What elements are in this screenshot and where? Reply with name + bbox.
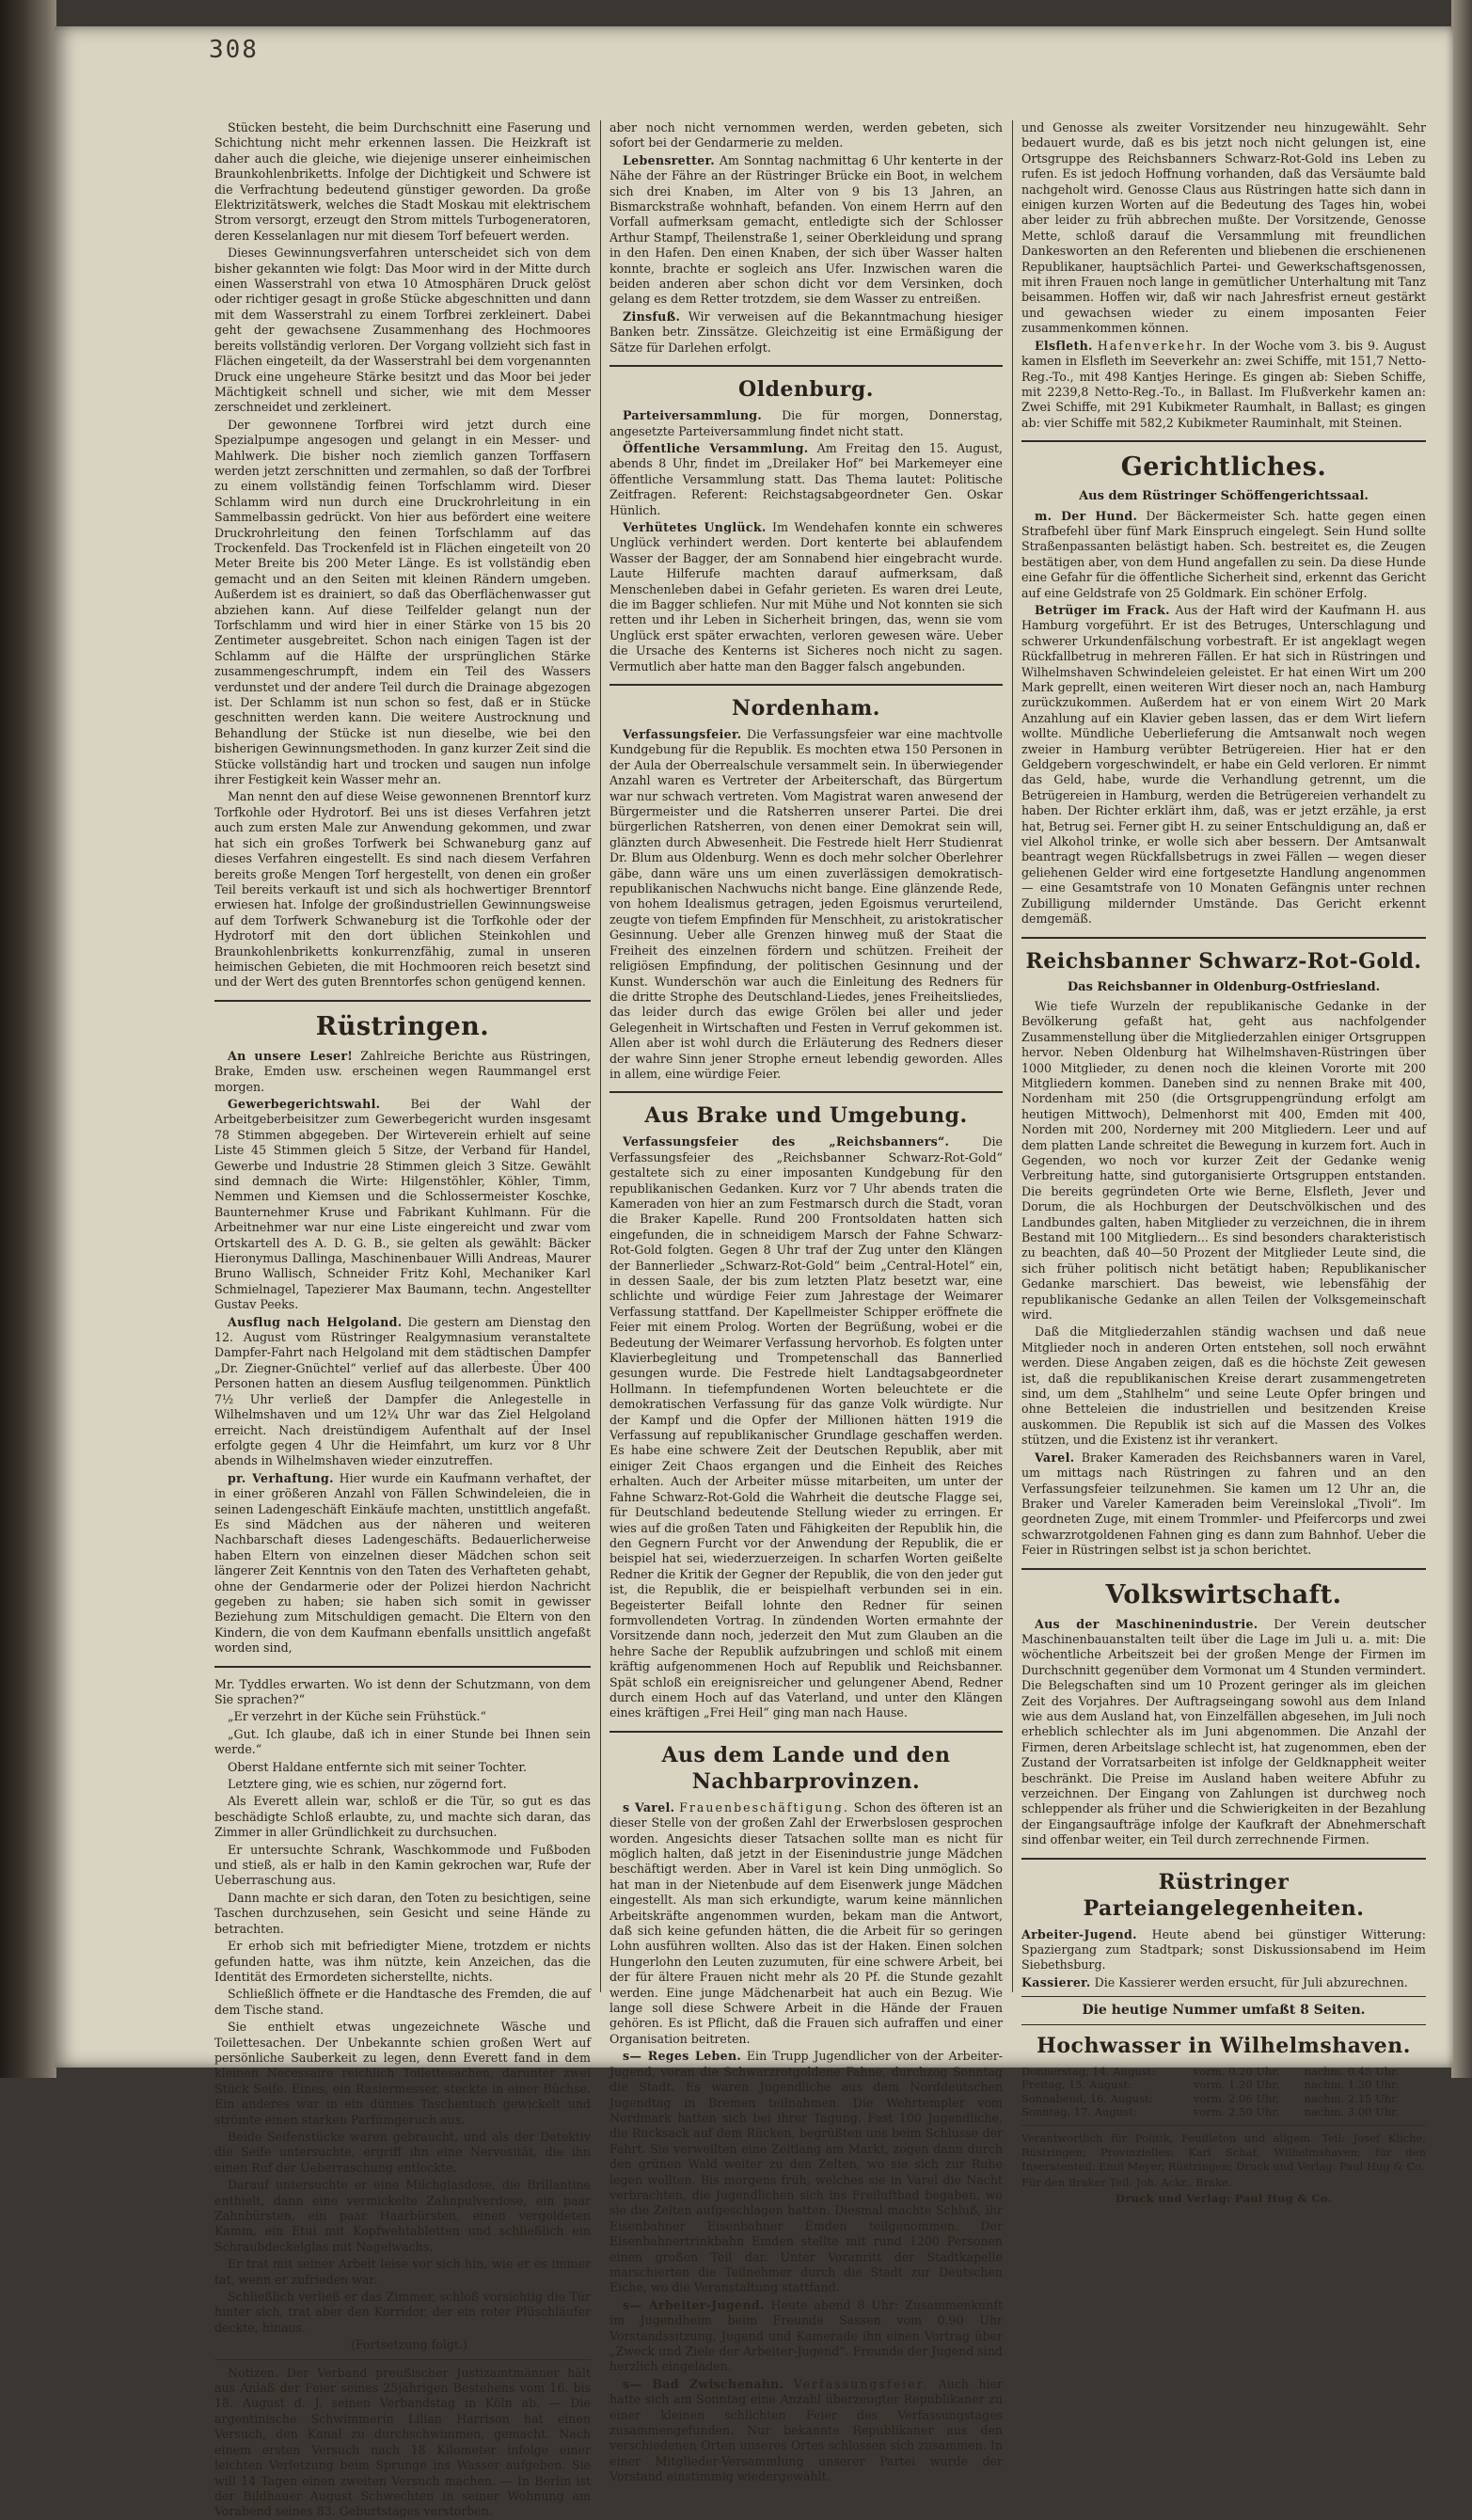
column-3: [1021, 120, 1426, 2205]
item-text: Die Verfassungsfeier des „Reichsbanner Schwarz-Rot-Gold“ gestaltete sich zu einer imposanten Kundgebung für den republikanischen Gedanken. Kurz vor 7 Uhr abends traten die Kameraden von hier an zum Festmarsch durch die Stadt, voran die Braker Kapelle. Rund 200 Frontsoldaten hatten sich eingefunden, die in schneidigem Marsch der Fahne Schwarz-Rot-Gold folgten. Gegen 8 Uhr traf der Zug unter den Klängen der Bannerlieder „Schwarz-Rot-Gold“ beim „Central-Hotel“ ein, in dessen Saale, der bis zum letzten Platz besetzt war, eine schlichte und würdige Feier zum Jahrestage der Weimarer Verfassung stattfand. Der Kapellmeister Schipper eröffnete die Feier mit einem Prolog. Worten der Begrüßung, wobei er die Bedeutung der Weimarer Verfassung hervorhob. Es folgten unter Klavierbegleitung und Trompetenschall das Bannerlied gesungen wurde. Die Festrede hielt Landtagsabgeordneter Hollmann. In tiefempfundenen Worten beleuchtete er die demokratischen Verfassung für das ganze Volk würdigte. Nur der Kampf und die Opfer der Millionen hätten 1919 die Verfassung auf republikanischer Grundlage geschaffen werden. Es habe eine schwere Zeit der Deutschen Republik, aber mit einiger Zeit Chaos ergangen und die Einheit des Reiches erhalten. Auch der Arbeiter müsse mitarbeiten, um unter der Fahne Schwarz-Rot-Gold die Wahrheit die deutsche Flagge sei, für Deutschland bedeutende Stellung wieder zu erringen. Er wies auf die großen Taten und Fähigkeiten der Republik hin, die den Gegnern Furcht vor der Anwendung der Republik, die er beispiel hat sei, wiederzuerzeigen. In scharfen Worten geißelte Redner die Kritik der Gegner der Republik, die von den jeder gut ist, die Republik, die er beispielhaft verbunden sei in ein. Begeisterter Beifall lohnte den Redner für seinen formvollendeten Vortrag. In zündenden Worten ermahnte der Vorsitzende dann noch, jederzeit den Mut zum Glauben an die hehre Sache der Republik aufzubringen und schloß mit einem kräftig aufgenommenen Hoch auf Republik und Reichsbanner. Spät schloß ein ereignisreicher und gelungener Abend, Redner durch einem Hoch auf das Vaterland, und unter den Klängen eines kräftigen „Frei Heil“ ging man nach Hause.: [609, 1134, 1003, 1720]
divider: [1021, 440, 1426, 442]
column-1: [214, 120, 591, 2519]
tide-row: [1021, 2065, 1426, 2079]
imprint: [1021, 2132, 1426, 2206]
continuation-note: (Fortsetzung folgt.): [351, 2338, 467, 2353]
item-text: Der Verein deutscher Maschinenbauanstalten teilt über die Lage im Juli u. a. mit: Die wöchentliche Arbeitszeit bei der großen Menge der Firmen im Durchschnitt gegenüber dem Vormonat um 4 Stunden vermindert. Die Belegschaften sind um 10 Prozent geringer als im gleichen Zeit des Vorjahres. Der Auftragseingang sowohl aus dem Inland wie aus dem Ausland hat, von Einzelfällen abgesehen, im Juli noch erheblich schlechter als im Juni abgenommen. Die Anzahl der Firmen, deren Arbeitslage schlecht ist, hat zugenommen, eben der Zustand der Vorratsarbeiten ist infolge der Geldknappheit weiter beschränkt. Die Preise im Ausland haben weitere Abfuhr zu verzeichnen. Der Eingang von Zahlungen ist durchweg noch schleppender als früher und die Schwierigkeiten in der Bezahlung der Eingangsaufträge infolge der Kaufkraft der Abnehmerschaft sind offenbar weiter, ein Teil durch zerrechnende Firmen.: [1021, 1616, 1426, 1847]
page-number: 308: [209, 36, 259, 64]
divider: [214, 2359, 591, 2360]
section-heading-oldenburg: Oldenburg.: [738, 377, 874, 403]
story-text: Beide Seifenstücke waren gebraucht, und als der Detektiv die Seife untersuchte, ergriff ihn eine Nervosität, die ihn einen Ruf der Ueberraschung entlockte.: [214, 2129, 591, 2175]
divider: [214, 1666, 591, 1668]
item-text: Im Wendehafen konnte ein schweres Unglück verhindert werden. Dort kenterte bei ablaufendem Wasser der Bagger, der am Sonnabend hier eingebracht wurde. Laute Hilferufe machten darauf aufmerksam, daß Menschenleben dabei in Gefahr gerieten. Es waren drei Leute, die im Bagger schliefen. Nur mit Mühe und Not konnten sie sich retten und ihr Leben in Sicherheit bringen, das, wenn sie vom Unglück erst später erwachten, verloren gewesen wäre. Ueber die Ursache des Kenterns ist Sicheres noch nicht zu sagen. Vermutlich aber hatte man den Bagger falsch angebunden.: [609, 519, 1004, 674]
item-lead: Zinsfuß.: [623, 309, 681, 324]
tide-row: [1021, 2105, 1426, 2119]
item-lead: An unsere Leser!: [228, 1048, 354, 1063]
item-lead: Varel.: [1035, 1450, 1075, 1465]
tide-vorm: vorm. 0.20 Uhr,: [1193, 2064, 1280, 2078]
item-lead: Verfassungsfeier des „Reichsbanners“.: [623, 1134, 950, 1149]
item-lead: Verfassungsfeier.: [623, 727, 742, 741]
divider: [1021, 1996, 1426, 1997]
divider: [1021, 937, 1426, 939]
paragraph: Wie tiefe Wurzeln der republikanische Gedanke in der Bevölkerung gefaßt hat, geht aus nachfolgender Zusammenstellung über die Mitgliederzahlen einiger Ortsgruppen hervor. Neben Oldenburg hat Wilhelmshaven-Rüstringen über 1000 Mitglieder, zu denen noch die kleinen Vororte mit 200 Mitgliedern kommen. Daneben sind zu nennen Brake mit 400, Nordenham mit 250 (die Ortsgruppengründung erfolgt am heutigen Mittwoch), Delmenhorst mit 400, Emden mit 400, Norden mit 200, Norderney mit 200 Mitgliedern. Leer und auf dem platten Lande schreitet die Bewegung in kurzem fort. Auch in Gegenden, wo noch vor kurzer Zeit der Gedanke wenig Verbreitung hatte, sind gutorganisierte Ortsgruppen entstanden. Die bereits gegründeten Orte wie Berne, Elsfleth, Jever und Dorum, die als Hochburgen der Deutschvölkischen und des Landbundes galten, haben Mitglieder zu verzeichnen, die in ihrem Bestand mit 100 Mitgliedern... Es sind besonders charakteristisch zu beachten, daß 40—50 Prozent der Mitglieder Leute sind, die sich früher politisch nicht betätigt haben; Republikanischer Gedanke marschiert. Das beweist, wie lebensfähig der republikanische Gedanke an allen Teilen der Volksgemeinschaft wird.: [1021, 998, 1426, 1323]
item-lead: Parteiversammlung.: [623, 408, 763, 423]
story-text: Schließlich verließ er das Zimmer, schloß vorsichtig die Tür hinter sich, trat aber den Korridor, der ein roter Plüschläufer deckte, hinaus.: [214, 2290, 591, 2335]
item-text: Braker Kameraden des Reichsbanners waren in Varel, um mittags nach Rüstringen zu fahren und an den Verfassungsfeier teilzunehmen. Sie kamen um 12 Uhr an, die Braker und Vareler Kameraden beim Vereinslokal „Tivoli“. Im geordneten Zuge, mit einem Trommler- und Pfeifercorps und zwei schwarzrotgoldenen Fahnen ging es dann zum Bahnhof. Ueber die Feier in Rüstringen selbst ist ja schon berichtet.: [1021, 1450, 1426, 1558]
item-text: Heute abend bei günstiger Witterung: Spaziergang zum Stadtpark; sonst Diskussionsabend im Heim Siebethsburg.: [1021, 1926, 1426, 1973]
page-edge: [1451, 0, 1472, 2078]
paragraph: Stücken besteht, die beim Durchschnitt eine Faserung und Schichtung nicht mehr erkennen lassen. Die Heizkraft ist daher auch die gleiche, wie diejenige unserer einheimischen Braunkohlenbriketts. Infolge der Dichtigkeit und Schwere ist die Verfrachtung bedeutend günstiger geworden. Da große Elektrizitätswerk, welches die Stadt Moskau mit elektrischem Strom versorgt, erzeugt den Strom mittels Turbogeneratoren, deren Kesselanlagen nur mit diesem Torf befeuert werden.: [214, 120, 591, 243]
item-text: Aus der Haft wird der Kaufmann H. aus Hamburg vorgeführt. Er ist des Betruges, Unterschlagung und schwerer Urkundenfälschung vorbestraft. Er ist angeklagt wegen Rückfallbetrug in mehreren Fällen. Er hat sich in Rüstringen und Wilhelmshaven Schwindeleien geleistet. Er hat einen Wirt um 200 Mark geprellt, einen weiteren Wirt dieser noch an, nach Hamburg zurückzukommen. Außerdem hat er von einem Wirt 20 Mark Anzahlung auf ein Klavier geben lassen, das er dem Wirt liefern wollte. Mündliche Ueberlieferung die Amtsanwalt noch wegen zweier in Hamburg verübter Betrügereien. Hier hat er den Geldgebern vorgeschwindelt, er habe ein Geld verloren. Er nimmt das Geld, habe, wurde die Verhandlung getrennt, um die Betrügereien in Hamburg, werden die Betrügereien verhandelt zu haben. Der Richter erklärt ihm, daß, was er jetzt erzähle, ja erst hat, Betrug sei. Ferner gibt H. zu seiner Entschuldigung an, daß er viel Alkohol trinke, er wolle sich aber bessern. Der Amtsanwalt beantragt wegen Rückfallsbetrugs in zwei Fällen — wegen dieser geliehenen Gelder wird eine fortgesetzte Handlung angenommen — eine Gesamtstrafe von 10 Monaten Gefängnis unter rechnen Zubilligung mildernder Umstände. Das Gericht erkennt demgemäß.: [1021, 602, 1426, 927]
item-text: Schon des öfteren ist an dieser Stelle von der großen Zahl der Erwerbslosen gesprochen worden. Angesichts dieser Tatsachen sollte man es nicht für möglich halten, daß jetzt in der Eisenindustrie junge Mädchen beschäftigt werden. Aber in Varel ist kein Ding unmöglich. So hat man in der Nietenbude auf dem Eisenwerk junge Mädchen eingestellt. Als man sich erkundigte, warum keine männlichen Arbeitskräfte angenommen wurden, bekam man die Antwort, daß sich keine gefunden hätten, die die Arbeit für so geringen Lohn ausführen wollten. Also das ist der Haken. Einen solchen Hungerlohn den Leuten zuzumuten, für eine schwere Arbeit, bei der für ältere Frauen nicht mehr als 20 Pf. die Stunde gezahlt werden. Eine junge Mädchenarbeit hat auch ein Bezug. Wie lange soll diese Schwere Arbeit in die Hände der Frauen gehören. Es ist Pflicht, daß die Frauen sich aufraffen und einer Organisation beitreten.: [609, 1799, 1003, 2046]
story-text: Dann machte er sich daran, den Toten zu besichtigen, seine Taschen durchzusehen, sein Gesicht und seine Hände zu betrachten.: [214, 1890, 591, 1936]
item-text: Wir verweisen auf die Bekanntmachung hiesiger Banken betr. Zinssätze. Gleichzeitig ist eine Ermäßigung der Sätze für Darlehen erfolgt.: [609, 309, 1003, 355]
item-subtitle: Verfassungsfeier.: [793, 2376, 929, 2391]
item-lead: s— Bad Zwischenahn.: [623, 2376, 784, 2391]
item-text: Die gestern am Dienstag den 12. August vom Rüstringer Realgymnasium veranstaltete Dampfer-Fahrt nach Helgoland mit dem städtischen Dampfer „Dr. Ziegner-Gnüchtel“ verlief auf das allerbeste. Über 400 Personen hatten an diesem Ausflug teilgenommen. Pünktlich 7½ Uhr verließ der Dampfer die Anlegestelle in Wilhelmshaven und um 12¼ Uhr war das Ziel Helgoland erreicht. Nach dreistündigem Aufenthalt auf der Insel erfolgte gegen 4 Uhr die Heimfahrt, um kurz vor 8 Uhr abends in Wilhelmshaven wieder einzutreffen.: [214, 1314, 591, 1468]
section-heading-reichsbanner: Reichsbanner Schwarz-Rot-Gold.: [1025, 948, 1422, 974]
story-text: „Er verzehrt in der Küche sein Frühstück.“: [228, 1709, 486, 1724]
notes-paragraph: Notizen. Der Verband preußischer Justizamtmänner hält aus Anlaß der Feier seines 25jährigen Bestehens vom 16. bis 18. August d. J. seinen Verbandstag in Köln ab. — Die argentinische Schwimmerin Lilian Harrison hat einen Versuch, den Kanal zu durchschwimmen, gemacht. Nach einem ersten Versuch nach 18 Kilometer infolge einer leichten Verletzung beim Sprunge ins Wasser aufgeben. Sie will 14 Tagen einen zweiten Versuch machen. — In Berlin ist der Bildhauer August Schwechten in seiner Wohnung am Vorabend seines 83. Geburtstages verstorben.: [214, 2365, 591, 2519]
divider: [609, 684, 1003, 686]
story-text: Schließlich öffnete er die Handtasche des Fremden, die auf dem Tische stand.: [214, 1987, 591, 2017]
divider: [609, 365, 1003, 367]
section-heading-hochwasser: Hochwasser in Wilhelmshaven.: [1037, 2033, 1411, 2058]
section-subheading: Das Reichsbanner in Oldenburg-Ostfriesland.: [1067, 979, 1381, 994]
tide-vorm: vorm. 2.50 Uhr,: [1193, 2105, 1280, 2119]
item-lead: s— Arbeiter-Jugend.: [623, 2297, 765, 2312]
issue-pages-note: Die heutige Nummer umfaßt 8 Seiten.: [1082, 2003, 1366, 2019]
item-lead: Betrüger im Frack.: [1035, 602, 1170, 617]
divider: [214, 1000, 591, 1002]
tide-nachm: nachm. 0.45 Uhr.: [1304, 2064, 1400, 2078]
item-lead: Aus der Maschinenindustrie.: [1035, 1616, 1258, 1631]
story-text: Als Everett allein war, schloß er die Tür, so gut es das beschädigte Schloß erlaubte, zu, und machte sich daran, das Zimmer in aller Gründlichkeit zu durchsuchen.: [214, 1794, 591, 1840]
story-text: Er untersuchte Schrank, Waschkommode und Fußboden und stieß, als er halb in den Kamin gekrochen war, Rufe der Ueberraschung aus.: [214, 1842, 591, 1888]
section-heading-volkswirtschaft: Volkswirtschaft.: [1105, 1579, 1342, 1609]
paragraph: Der gewonnene Torfbrei wird jetzt durch eine Spezialpumpe angesogen und gelangt in ein Messer- und Mahlwerk. Die bisher noch ziemlich ganzen Torffasern werden jetzt zerschnitten und zermahlen, so daß der Torfbrei zu einem vollständig feinen Torfschlamm wird. Dieser Schlamm wird nun durch eine Druckrohrleitung in ein Sammelbassin gedrückt. Von hier aus befördert eine weitere Druckrohrleitung den feinen Torfschlamm auf das Trockenfeld. Das Trockenfeld ist in Flächen eingeteilt von 20 Meter Breite bis 200 Meter Länge. Es ist vollständig eben gemacht und an den Seiten mit kleinen Rändern umgeben. Außerdem ist es drainiert, so daß das Oberflächenwasser gut abziehen kann. Auf diese Teilfelder gelangt nun der Torfschlamm und wird hier in einer Stärke von 15 bis 20 Zentimeter ausgebreitet. Schon nach einigen Tagen ist der Schlamm auf die Hälfte der ursprünglichen Stärke zusammengeschrumpft, indem ein Teil des Wassers verdunstet und der andere Teil durch die Drainage abgezogen ist. Der Schlamm ist nun schon so fest, daß er in Stücke geschnitten werden kann. Die weitere Austrocknung und Behandlung der Stücke ist nun dieselbe, wie bei den bisherigen Gewinnungsmethoden. In ganz kurzer Zeit sind die Stücke vollständig hart und trocken und saugen nun infolge ihrer Festigkeit kein Wasser mehr an.: [214, 417, 591, 787]
item-text: Hier wurde ein Kaufmann verhaftet, der in einer größeren Anzahl von Fällen Schwindeleien, die in seinen Ladengeschäft Einkäufe machten, unstittlich angefaßt. Es sind Mädchen aus der näheren und weiteren Nachbarschaft dieses Ladengeschäfts. Bedauerlicherweise haben Eltern von einzelnen dieser Mädchen schon seit längerer Zeit Kenntnis von den Taten des Verhafteten gehabt, ohne der Gendarmerie oder der Polizei hierdon Nachricht gegeben zu haben; sie haben sich somit in gewisser Beziehung zum Mitschuldigen gemacht. Die Eltern von den Kindern, die von dem Kaufmann ebenfalls unsittlich angefaßt worden sind,: [214, 1470, 591, 1656]
paragraph: Man nennt den auf diese Weise gewonnenen Brenntorf kurz Torfkohle oder Hydrotorf. Bei uns ist dieses Verfahren jetzt auch zum ersten Male zur Anwendung gekommen, und zwar hat sich ein großes Torfwerk bei Schwaneburg ganz auf dieses Verfahren eingestellt. Es sind nach diesem Verfahren bereits große Mengen Torf hergestellt, von denen ein großer Teil bereits verkauft ist und sich als hochwertiger Brenntorf erwiesen hat. Infolge der großindustriellen Gewinnungsweise auf dem Torfwerk Schwaneburg ist die Torfkohle oder der Hydrotorf mit den dort üblichen Steinkohlen und Braunkohlenbriketts konkurrenzfähig, zumal in unseren heimischen Gebieten, die mit Hochmooren reich besetzt sind und der Wert des guten Brenntorfes schon genügend kennen.: [214, 789, 591, 990]
item-lead: m. Der Hund.: [1035, 508, 1138, 523]
item-text: Der Bäckermeister Sch. hatte gegen einen Strafbefehl über fünf Mark Einspruch eingelegt. Sein Hund sollte Straßenpassanten belästigt haben. Sch. bestreitet es, die Zeugen bestätigen aber, von dem Hund angefallen zu sein. Da diese Hunde eine Gefahr für die öffentliche Sicherheit sind, erkennt das Gericht auf eine Geldstrafe von 25 Goldmark. Ein schöner Erfolg.: [1021, 508, 1426, 600]
item-text: Die Kassierer werden ersucht, für Juli abzurechnen.: [1094, 1974, 1408, 1989]
item-lead: Kassierer.: [1021, 1974, 1091, 1989]
paragraph: Dieses Gewinnungsverfahren unterscheidet sich von dem bisher gekannten wie folgt: Das Moor wird in der Mitte durch einen Wasserstrahl von etwa 10 Atmosphären Druck gelöst oder richtiger gesagt in große Stücke abgeschnitten und dann mit dem Wasserstrahl zu einem Torfbrei zerkleinert. Dabei geht der gewachsene Zusammenhang des Hochmoores bereits vollständig verloren. Der Vorgang vollzieht sich fast in Flächen eingeteilt, da der Wasserstrahl bei dem vorgenannten Druck eine ungeheure Stärke besitzt und das Moor bei jeder Mächtigkeit schnell und sicher, wie mit dem Messer zerschneidet und zerkleinert.: [214, 246, 591, 415]
section-heading-rustringen: Rüstringen.: [315, 1011, 490, 1041]
item-lead: pr. Verhaftung.: [228, 1470, 334, 1485]
item-subtitle: Hafenverkehr.: [1097, 338, 1209, 353]
tide-vorm: vorm. 1.20 Uhr,: [1193, 2078, 1280, 2092]
section-subheading: Aus dem Rüstringer Schöffengerichtssaal.: [1079, 489, 1369, 504]
divider: [609, 1091, 1003, 1093]
section-heading-gericht: Gerichtliches.: [1120, 452, 1327, 483]
column-rule: [1012, 120, 1013, 1992]
item-lead: Öffentliche Versammlung.: [623, 440, 809, 455]
story-text: Mr. Tyddles erwarten. Wo ist denn der Schutzmann, von dem Sie sprachen?“: [214, 1676, 591, 1706]
story-text: Darauf untersuchte er eine Milchglasdose, die Brillantine enthielt, dann eine vermickelte Zahnpulverdose, ein paar Zahnbürsten, ein paar Haarbürsten, einen vergoldeten Kamm, ein Etui mit Kopfwehtabletten und schließlich ein Schraubdeckelglas mit Nagelwachs.: [214, 2178, 591, 2254]
tide-table: [1021, 2065, 1426, 2119]
divider: [1021, 2125, 1426, 2126]
section-heading-nordenham: Nordenham.: [732, 696, 880, 721]
item-text: Die für morgen, Donnerstag, angesetzte Parteiversammlung findet nicht statt.: [609, 408, 1003, 438]
item-text: Am Freitag den 15. August, abends 8 Uhr, findet im „Dreilaker Hof“ bei Markemeyer eine öffentliche Versammlung statt. Das Thema lautet: Politische Zeitfragen. Referent: Reichstagsabgeordneter Gen. Oskar Hünlich.: [609, 440, 1003, 517]
tide-nachm: nachm. 3.00 Uhr.: [1304, 2105, 1400, 2119]
tide-nachm: nachm. 1.30 Uhr.: [1304, 2078, 1400, 2092]
column-2: [609, 120, 1004, 2484]
imprint-text: Verantwortlich für Politik, Feuilleton und allgem. Teil: Josef Kliche, Rüstringen; Provinzielles: Karl Schaf, Wilhelmshaven; für den Inseratenteil: Emil Meyer, Rüstringen; Druck und Verlag: Paul Hug & Co.: [1021, 2131, 1426, 2173]
tide-day: Sonnabend, 16. August:: [1021, 2091, 1153, 2105]
divider: [609, 1731, 1003, 1733]
book-binding: [0, 0, 56, 2078]
tide-row: [1021, 2078, 1426, 2092]
divider: [1021, 1568, 1426, 1570]
item-text: In der Woche vom 3. bis 9. August kamen in Elsfleth im Seeverkehr an: zwei Schiffe, mit 151,7 Netto-Reg.-To., mit 498 Kantjes Heringe. Es gingen ab: Sieben Schiffe, mit 2239,8 Netto-Reg.-To., in Ballast. Im Flußverkehr kamen an: Zwei Schiffe, mit 291 Kubikmeter Raumhalt, in Ballast; es gingen ab: vier Schiffe mit 582,2 Kubikmeter Rauminhalt, mit Steinen.: [1021, 338, 1426, 430]
imprint-text: Für den Braker Teil: Joh. Ackr., Brake.: [1021, 2175, 1232, 2189]
item-lead: Arbeiter-Jugend.: [1021, 1926, 1137, 1942]
tide-nachm: nachm. 2.15 Uhr.: [1304, 2091, 1400, 2105]
item-lead: Ausflug nach Helgoland.: [228, 1314, 403, 1329]
divider: [1021, 2024, 1426, 2025]
column-rule: [600, 120, 601, 1992]
item-text: Zahlreiche Berichte aus Rüstringen, Brake, Emden usw. erscheinen wegen Raummangel erst morgen.: [214, 1048, 591, 1094]
divider: [1021, 1858, 1426, 1860]
item-lead: s Varel.: [623, 1799, 675, 1815]
paragraph: Daß die Mitgliederzahlen ständig wachsen und daß neue Mitglieder noch in anderen Orten entstehen, soll noch erwähnt werden. Diese Angaben zeigen, daß es die höchste Zeit gewesen ist, daß die republikanischen Kreise derart zusammengetreten sind, um dem „Stahlhelm“ und seine Leute Opfer bringen und ohne Betteleien die industriellen und besitzenden Kreise auskommen. Die Republik ist sich auf die Massen des Volkes stützen, und die Existenz ist ihr verankert.: [1021, 1324, 1426, 1448]
tide-day: Sonntag, 17. August:: [1021, 2105, 1137, 2119]
item-subtitle: Frauenbeschäftigung.: [679, 1799, 849, 1815]
story-text: Er erhob sich mit befriedigter Miene, trotzdem er nichts gefunden hatte, was ihm nützte, kein Anzeichen, das die Identität des Ermordeten sicherstellte, nichts.: [214, 1939, 591, 1984]
item-lead: Lebensretter.: [623, 152, 715, 167]
item-text: Bei der Wahl der Arbeitgeberbeisitzer zum Gewerbegericht wurden insgesamt 78 Stimmen abgegeben. Der Wirteverein erhielt auf seine Liste 45 Stimmen gleich 5 Sitze, der Verband für Handel, Gewerbe und Industrie 28 Stimmen gleich 3 Sitze. Gewählt sind demnach die Wirte: Hilgenstöhler, Köhler, Timm, Nemmen und Kiemsen und die Schlossermeister Koschke, Baunternehmer Kruse und Fabrikant Kuhlmann. Für die Arbeitnehmer war nur eine Liste eingereicht und zwar vom Ortskartell des A. D. G. B., sie gelten als gewählt: Bäcker Hieronymus Dallinga, Maschinenbauer Willi Andreas, Maurer Bruno Wallisch, Schneider Fritz Kohl, Mechaniker Karl Schmielnagel, Tapezierer Max Baumann, techn. Angestellter Gustav Peeks.: [214, 1096, 591, 1312]
item-lead: Verhütetes Unglück.: [623, 519, 767, 534]
item-lead: s— Reges Leben.: [623, 2049, 742, 2064]
item-text: Auch hier hatte sich am Sonntag eine Anzahl überzeugter Republikaner zu einer kleinen schlichten Feier des Verfassungstages zusammengefunden. Nur bekannte Republikaner aus den verschiedenen Orten unseres Ortes schlossen sich zusammen. In einer Mitglieder-Versammlung unserer Partei wurde der Vorstand einstimmig wiedergewählt.: [609, 2376, 1003, 2484]
item-lead: Gewerbegerichtswahl.: [228, 1096, 381, 1111]
story-text: Letztere ging, wie es schien, nur zögernd fort.: [228, 1777, 507, 1792]
paragraph: und Genosse als zweiter Vorsitzender neu hinzugewählt. Sehr bedauert wurde, daß es bis jetzt noch nicht gelungen ist, eine Ortsgruppe des Reichsbanners Schwarz-Rot-Gold ins Leben zu rufen. Es ist jedoch Hoffnung vorhanden, daß das Versäumte bald nachgeholt wird. Genosse Claus aus Rüstringen hatte sich dann in einigen kurzen Worten auf die Bedeutung des Tages hin, wobei aber leider zu früh abbrechen mußte. Der Vorsitzende, Genosse Mette, schloß darauf die Versammlung mit freundlichen Dankesworten an den Referenten und bliebenen die erschienenen Republikaner, hauptsächlich Partei- und Gewerkschaftsgenossen, mit ihren Frauen noch lange in gemütlicher Unterhaltung mit Tanz beisammen. Hoffen wir, daß wir nach Jahresfrist erneut gestärkt und gewachsen wieder zu einem imposanten Feier zusammenkommen können.: [1021, 120, 1426, 336]
tide-vorm: vorm. 2.06 Uhr,: [1193, 2091, 1280, 2105]
section-heading-partei: Rüstringer Parteiangelegenheiten.: [1083, 1869, 1365, 1921]
tide-day: Donnerstag, 14. August:: [1021, 2064, 1156, 2078]
section-heading-brake: Aus Brake und Umgebung.: [644, 1103, 968, 1129]
item-lead: Elsfleth.: [1035, 338, 1093, 353]
item-text: Ein Trupp Jugendlicher von der Arbeiter-Jugend, voran die Schwarzrotgoldene Fahne, durchzog Sonntag die Stadt. Es waren Jugendliche aus dem Norddeutschen Jugendtag in Bremen teilnahmen. Die Wehrtempler vom Nordmark hatten sich bei ihrer Tagung. Fast 100 Jugendliche, die Rucksack auf dem Rücken, begrüßten uns beim Schlusse der Fahrt. Sie verweilten eine Zeitlang am Markt, zogen dann durch den grünen Wald weiter zu den Zelten, wo sie sich zur Ruhe legen wollten. Bis morgens früh, welches sie in Varel die Nacht verbrachten, die Jugendlichen sich ins Freiluftbad begaben, wo sie die Zelten aufgeschlagen hatten. Diesmal machte Schluß, ihr Eisenbahner Eisenbahner Emden teilgenommen. Der Eisenbahnertrinkbahn Emden stellte mit rund 1200 Personen einen großen Teil dar. Unter Voranritt der Stadtkapelle marschierten die Teilnehmer durch die Stadt zur Deutschen Eiche, wo die Veranstaltung stattfand.: [609, 2049, 1003, 2295]
story-text: Sie enthielt etwas ungezeichnete Wäsche und Toilettesachen. Der Unbekannte schien großen Wert auf persönliche Sauberkeit zu legen, denn Everett fand in dem kleinen Necessaire reichlich Toilettesachen, darunter zwei Stück Seife. Eines, ein Rasiermesser, steckte in einer Büchse. Ein anderes war in ein dünnes Taschentuch gewickelt und strömte einen starken Parfümgeruch aus.: [214, 2020, 591, 2127]
paragraph: aber noch nicht vernommen werden, werden gebeten, sich sofort bei der Gendarmerie zu melden.: [609, 120, 1003, 151]
story-text: „Gut. Ich glaube, daß ich in einer Stunde bei Ihnen sein werde.“: [214, 1726, 591, 1757]
tide-day: Freitag, 15. August:: [1021, 2078, 1132, 2092]
story-text: Oberst Haldane entfernte sich mit seiner Tochter.: [228, 1759, 527, 1774]
item-text: Am Sonntag nachmittag 6 Uhr kenterte in der Nähe der Fähre an der Rüstringer Brücke ein Boot, in welchem sich drei Knaben, im Alter von 9 bis 13 Jahren, an Bismarckstraße wohnhaft, befanden. Von einem Herrn auf den Vorfall aufmerksam gemacht, entledigte sich der Schlosser Arthur Stampf, Theilenstraße 1, seiner Oberkleidung und sprang in den Hafen. Den einen Knaben, der sich über Wasser halten konnte, brachte er sogleich ans Ufer. Inzwischen waren die beiden anderen aber schon dicht vor dem Versinken, doch gelang es dem Retter trotzdem, sie dem Wasser zu entreißen.: [609, 152, 1003, 307]
tide-row: [1021, 2092, 1426, 2106]
story-text: Er trat mit seiner Arbeit leise vor sich hin, wie er es immer tat, wenn er zufrieden war.: [214, 2257, 591, 2287]
section-heading-lande: Aus dem Lande und den Nachbarprovinzen.: [661, 1742, 951, 1794]
imprint-publisher: Druck und Verlag: Paul Hug & Co.: [1116, 2191, 1332, 2205]
item-text: Die Verfassungsfeier war eine machtvolle Kundgebung für die Republik. Es mochten etwa 150 Personen in der Aula der Oberrealschule versammelt sein. In überwiegender Anzahl waren es Vertreter der Arbeiterschaft, das Bürgertum war nur schwach vertreten. Vom Magistrat waren anwesend der Bürgermeister und die Ratsherren unserer Partei. Die drei bürgerlichen Ratsherren, von denen einer Demokrat sein will, glänzten durch Abwesenheit. Die Festrede hielt Herr Studienrat Dr. Blum aus Oldenburg. Wenn es doch mehr solcher Oberlehrer gäbe, dann wäre uns um einen zuverlässigen demokratisch-republikanischen Nachwuchs nicht bange. Eine glänzende Rede, von hohem Idealismus getragen, jeden Egoismus verurteilend, zeugte von tiefem Empfinden für Menschheit, zu aristokratischer Gesinnung. Ueber alle Grenzen hinweg muß der Staat die Freiheit des einzelnen fördern und schützen. Freiheit der religiösen Empfindung, der politischen Gesinnung und der Kunst. Wunderschön war auch die Einleitung des Redners für die dritte Strophe des Deutschland-Liedes, jenes Freiheitsliedes, das leider durch das ewige Grölen bei aller und jeder Gelegenheit in Wirtschaften und Festen in Verruf gekommen ist. Allen aber ist wohl durch die Erläuterung des Redners dieser der wahre Sinn jener Strophe erneut lebendig geworden. Alles in allem, eine würdige Feier.: [609, 727, 1003, 1081]
item-text: Heute abend 8 Uhr: Zusammenkunft im Jugendheim beim Freunde Sassen vom 0.90 Uhr Vorstandssitzung. Jugend und Kamerade ihn einen Vortrag über „Zweck und Ziele der Arbeiter-Jugend“. Freunde der Jugend sind herzlich eingeladen.: [609, 2297, 1003, 2374]
